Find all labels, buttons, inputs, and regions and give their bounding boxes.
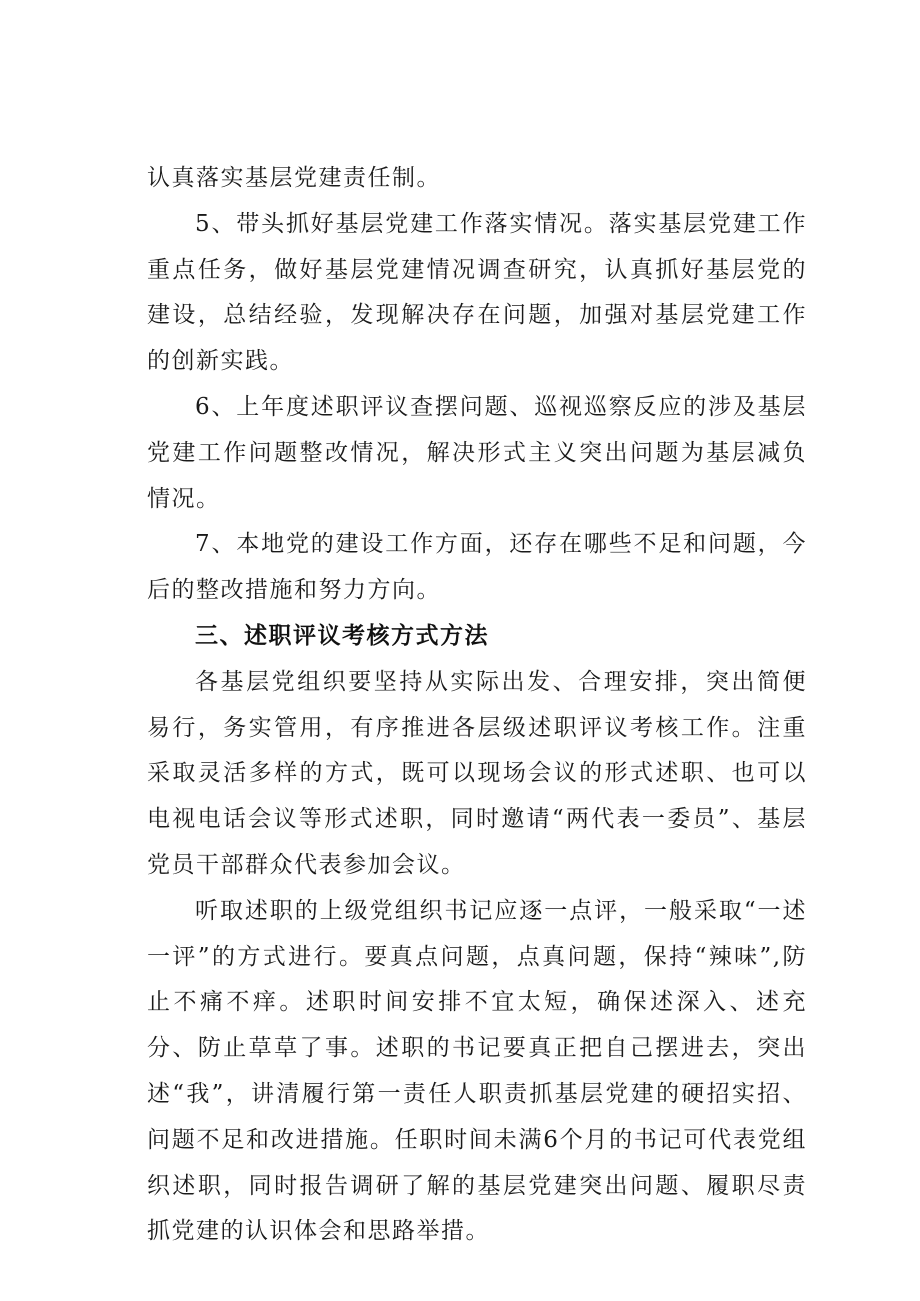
document-body bbox=[147, 156, 807, 1255]
paragraph-item-7: 7、本地党的建设工作方面，还存在哪些不足和问题，今后的整改措施和努力方向。 bbox=[147, 531, 807, 604]
paragraph-review-comments: 听取述职的上级党组织书记应逐一点评，一般采取“一述一评”的方式进行。要真点问题，点真问题，保持“辣味”,防止不痛不痒。述职时间安排不宜太短，确保述深入、述充分、防止草草了事。述职的书记要真正把自己摆进去，突出述“我”，讲清履行第一责任人职责抓基层党建的硬招实招、问题不足和改进措施。任职时间未满6个月的书记可代表党组织述职，同时报告调研了解的基层党建突出问题、履职尽责抓党建的认识体会和思路举措。 bbox=[147, 897, 807, 1245]
paragraph-continuation: 认真落实基层党建责任制。 bbox=[147, 165, 441, 191]
paragraph-item-6: 6、上年度述职评议查摆问题、巡视巡察反应的涉及基层党建工作问题整改情况，解决形式主义突出问题为基层减负情况。 bbox=[147, 393, 807, 512]
paragraph-method-arrangement: 各基层党组织要坚持从实际出发、合理安排，突出简便易行，务实管用，有序推进各层级述职评议考核工作。注重采取灵活多样的方式，既可以现场会议的形式述职、也可以电视电话会议等形式述职，同时邀请“两代表一委员”、基层党员干部群众代表参加会议。 bbox=[147, 668, 807, 878]
section-heading-3: 三、述职评议考核方式方法 bbox=[195, 622, 489, 649]
paragraph-item-5: 5、带头抓好基层党建工作落实情况。落实基层党建工作重点任务，做好基层党建情况调查研究，认真抓好基层党的建设，总结经验，发现解决存在问题，加强对基层党建工作的创新实践。 bbox=[147, 210, 807, 375]
